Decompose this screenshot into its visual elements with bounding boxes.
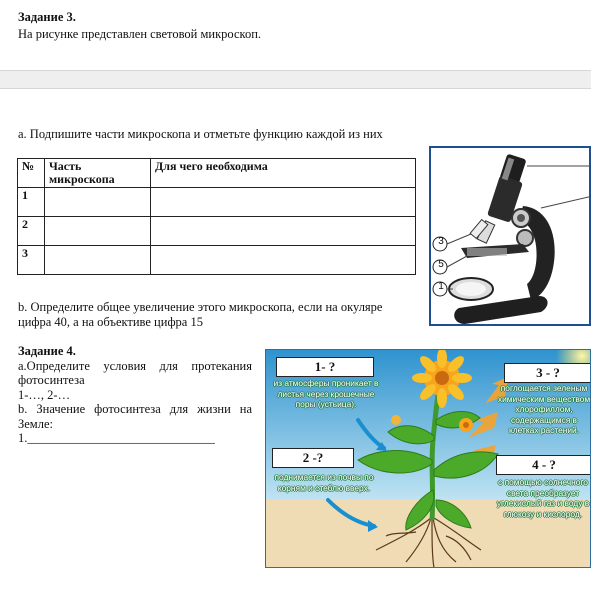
plant-text-4: с помощью солнечного света преобразует углекислый газ и воду в глюкозу и кислород. (496, 477, 590, 519)
task4-a-line3: 1-…, 2-… (18, 387, 71, 402)
task4-b-line1: b. Значение фотосинтеза для жизни на (18, 402, 252, 416)
row-number: 3 (18, 246, 45, 275)
plant-text-2: поднимается из почвы по корням и стеблю вверх. (274, 472, 374, 493)
table-cell[interactable] (151, 246, 416, 275)
task3-intro: На рисунке представлен световой микроскоп. (18, 27, 262, 41)
table-cell[interactable] (45, 217, 151, 246)
col-purpose-header: Для чего необходима (151, 159, 416, 188)
microscope-label-3: 3 (438, 236, 444, 247)
microscope-image (429, 146, 591, 326)
microscope-table (17, 158, 416, 275)
col-part-header: Часть микроскопа (45, 159, 151, 188)
task3-title: Задание 3. (18, 10, 76, 24)
photosynthesis-image (265, 349, 591, 568)
table-cell[interactable] (151, 188, 416, 217)
microscope-label-5: 5 (438, 259, 444, 270)
col-number-header: № (18, 159, 45, 188)
task4-b-line2: Земле: (18, 416, 53, 431)
plant-text-1: из атмосферы проникает в листья через крошечные поры (устьица). (273, 378, 379, 409)
task4-b-line3: 1.______________________________ (18, 431, 215, 445)
task4-title: Задание 4. (18, 344, 76, 358)
task3-part-b-line1: b. Определите общее увеличение этого микроскопа, если на окуляре (18, 300, 383, 314)
table-cell[interactable] (151, 217, 416, 246)
table-cell[interactable] (45, 246, 151, 275)
plant-label-1: 1- ? (276, 357, 374, 377)
plant-label-3: 3 - ? (504, 363, 591, 383)
row-number: 2 (18, 217, 45, 246)
row-number: 1 (18, 188, 45, 217)
plant-label-4: 4 - ? (496, 455, 591, 475)
table-cell[interactable] (45, 188, 151, 217)
task3-part-a: a. Подпишите части микроскопа и отметьте функцию каждой из них (18, 127, 383, 141)
page-separator (0, 70, 591, 89)
plant-label-2: 2 -? (272, 448, 354, 468)
microscope-label-1: 1 (438, 281, 444, 292)
task3-part-b-line2: цифра 40, а на объективе цифра 15 (18, 315, 203, 329)
plant-text-3: поглощается зеленым химическим веществом хлорофиллом, содержащимся в клетках растений. (497, 383, 591, 435)
task4-a-line2: фотосинтеза (18, 373, 85, 387)
microscope-illustration (431, 148, 591, 326)
task4-a-line1: a.Определите условия для протекания (18, 358, 252, 373)
